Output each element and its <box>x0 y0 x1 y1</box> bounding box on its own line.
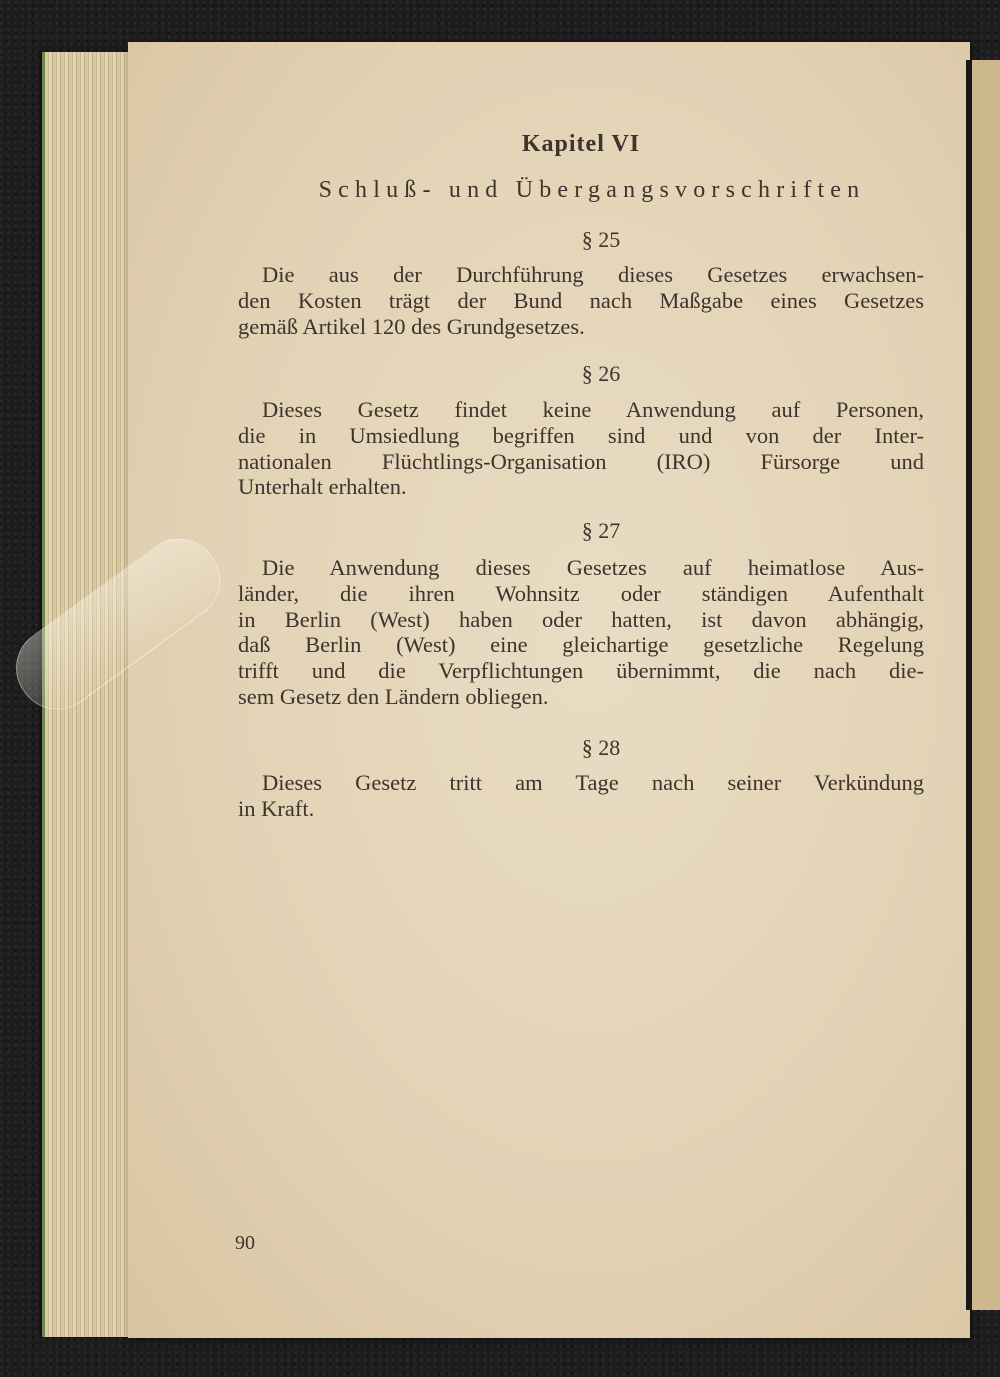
section-body-28 <box>238 770 924 822</box>
facing-page-edge <box>966 60 1000 1310</box>
text-line: Die aus der Durchführung dieses Gesetzes erwachsen- <box>262 262 924 287</box>
text-line: Dieses Gesetz tritt am Tage nach seiner Verkündung <box>262 770 924 795</box>
section-body-27 <box>238 555 924 710</box>
page-number: 90 <box>235 1232 255 1254</box>
text-line: gemäß Artikel 120 des Grundgesetzes. <box>238 313 585 339</box>
section-heading-28: § 28 <box>581 735 621 760</box>
text-line: daß Berlin (West) eine gleichartige gesetzliche Regelung <box>238 632 924 658</box>
section-body-26 <box>238 397 924 500</box>
chapter-title: Kapitel VI <box>521 131 641 157</box>
text-line: länder, die ihren Wohnsitz oder ständigen Aufenthalt <box>238 580 924 606</box>
section-body-25 <box>238 262 924 339</box>
text-line: die in Umsiedlung begriffen sind und von der Inter- <box>238 422 924 448</box>
section-heading-26: § 26 <box>581 361 621 386</box>
text-line: in Berlin (West) haben oder hatten, ist davon abhängig, <box>238 606 924 632</box>
text-line: in Kraft. <box>238 795 315 821</box>
text-line: den Kosten trägt der Bund nach Maßgabe eines Gesetzes <box>238 287 924 313</box>
section-heading-25: § 25 <box>581 227 621 252</box>
text-line: Unterhalt erhalten. <box>238 474 407 500</box>
text-line: trifft und die Verpflichtungen übernimmt, die nach die- <box>238 658 924 684</box>
text-line: nationalen Flüchtlings-Organisation (IRO) Fürsorge und <box>238 448 924 474</box>
chapter-subtitle: Schluß- und Übergangsvorschriften <box>318 177 866 203</box>
text-line: sem Gesetz den Ländern obliegen. <box>238 683 549 709</box>
section-heading-27: § 27 <box>581 518 621 543</box>
text-line: Die Anwendung dieses Gesetzes auf heimatlose Aus- <box>262 555 924 580</box>
text-line: Dieses Gesetz findet keine Anwendung auf Personen, <box>262 397 924 422</box>
